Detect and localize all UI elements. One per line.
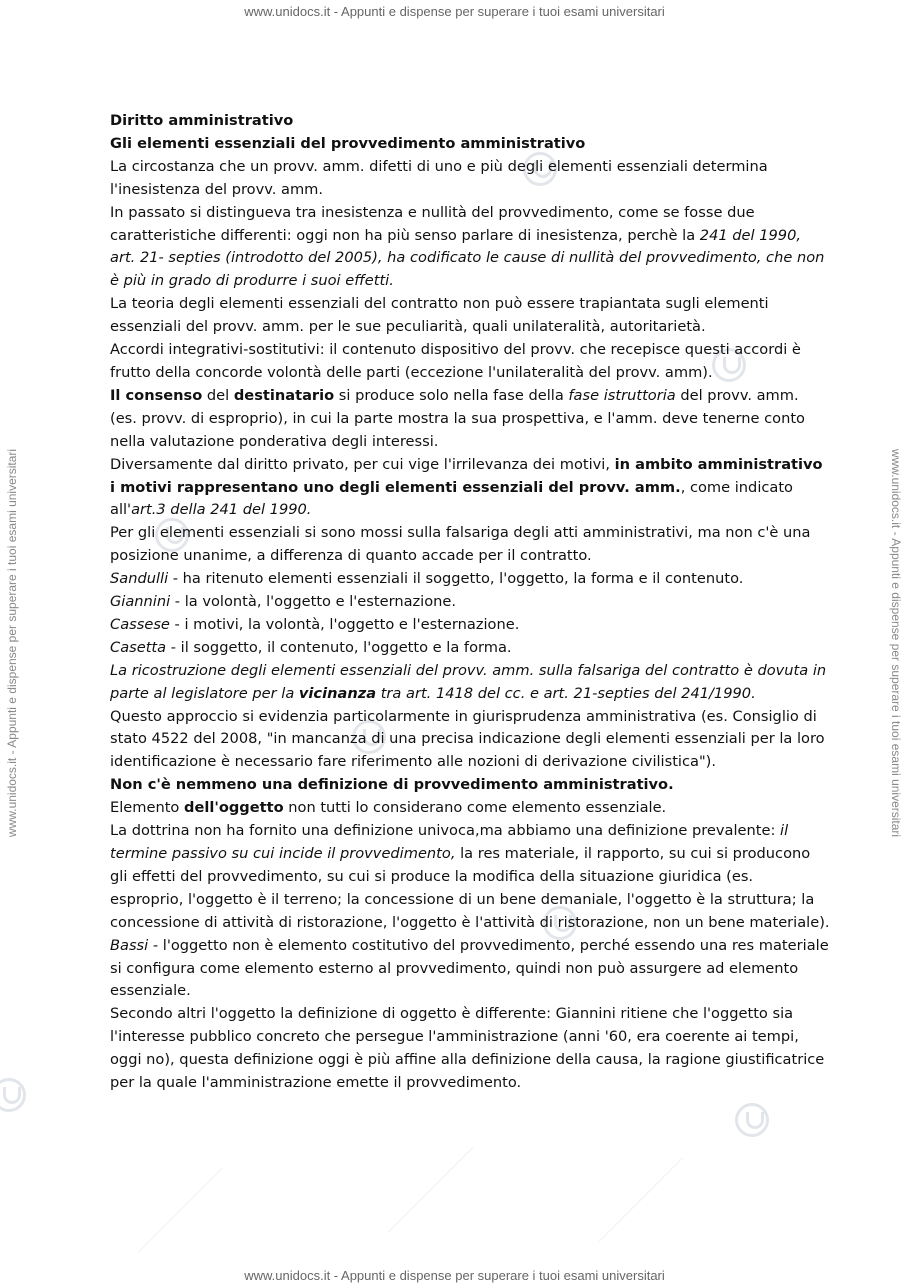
paragraph: Bassi - l'oggetto non è elemento costitutivo del provvedimento, perché essendo una res materiale si configura come elemento esterno al provvedimento, quindi non può assurgere ad elemento essenziale. bbox=[110, 936, 829, 1000]
author-line: Casetta - il soggetto, il contenuto, l'oggetto e la forma. bbox=[110, 638, 512, 656]
paragraph: La teoria degli elementi essenziali del contratto non può essere trapiantata sugli elementi essenziali del provv. amm. per le sue peculiarità, quali unilateralità, autoritarietà. bbox=[110, 295, 769, 336]
paragraph: Per gli elementi essenziali si sono mossi sulla falsariga degli atti amministrativi, ma non c'è una posizione unanime, a differenza di quanto accade per il contratto. bbox=[110, 524, 811, 565]
paragraph: La dottrina non ha fornito una definizione univoca,ma abbiamo una definizione prevalente: il termine passivo su cui incide il provvedimento, la res materiale, il rapporto, su cui si producono gli effetti del provvedimento, su cui si produce la modifica della situazione giuridica (es. esproprio, l'oggetto è il terreno; la concessione di un bene demaniale, l'oggetto è la struttura; la concessione di attività di ristorazione, l'oggetto è l'attività di ristorazione, non un bene materiale). bbox=[110, 822, 830, 931]
author-line: Sandulli - ha ritenuto elementi essenziali il soggetto, l'oggetto, la forma e il contenuto. bbox=[110, 570, 744, 588]
watermark-logo-icon bbox=[735, 1103, 769, 1137]
paragraph: La circostanza che un provv. amm. difetti di uno e più degli elementi essenziali determina l'inesistenza del provv. amm. bbox=[110, 157, 768, 198]
paragraph: Elemento dell'oggetto non tutti lo considerano come elemento essenziale. bbox=[110, 799, 667, 817]
paragraph: Accordi integrativi-sostitutivi: il contenuto dispositivo del provv. che recepisce questi accordi è frutto della concorde volontà delle parti (eccezione l'unilateralità del provv. amm). bbox=[110, 341, 801, 381]
author-line: Cassese - i motivi, la volontà, l'oggetto e l'esternazione. bbox=[110, 615, 520, 633]
watermark-left: www.unidocs.it - Appunti e dispense per superare i tuoi esami universitari bbox=[5, 448, 19, 838]
watermark-line bbox=[598, 1157, 684, 1243]
watermark-top: www.unidocs.it - Appunti e dispense per superare i tuoi esami universitari bbox=[244, 4, 665, 19]
author-line: Giannini - la volontà, l'oggetto e l'esternazione. bbox=[110, 593, 457, 611]
paragraph: Non c'è nemmeno una definizione di provvedimento amministrativo. bbox=[110, 776, 674, 794]
paragraph: Diversamente dal diritto privato, per cui vige l'irrilevanza dei motivi, in ambito amministrativo i motivi rappresentano uno degli elementi essenziali del provv. amm., come indicato all'art.3 della 241 del 1990. bbox=[110, 455, 823, 519]
paragraph: Questo approccio si evidenzia particolarmente in giurisprudenza amministrativa (es. Consiglio di stato 4522 del 2008, "in mancanza di una precisa indicazione degli elementi essenziali per la loro identificazione è necessario fare riferimento alle nozioni di derivazione civilistica"). bbox=[110, 707, 825, 771]
watermark-line bbox=[138, 1167, 224, 1253]
watermark-right: www.unidocs.it - Appunti e dispense per superare i tuoi esami universitari bbox=[889, 448, 903, 838]
document-subject: Diritto amministrativo bbox=[110, 112, 294, 129]
paragraph: Il consenso del destinatario si produce solo nella fase della fase istruttoria del provv. amm. (es. provv. di esproprio), in cui la parte mostra la sua prospettiva, e l'amm. deve tenerne conto nella valutazione ponderativa degli interessi. bbox=[110, 386, 805, 450]
paragraph: La ricostruzione degli elementi essenziali del provv. amm. sulla falsariga del contratto è dovuta in parte al legislatore per la vicinanza tra art. 1418 del cc. e art. 21-septies del 241/1990. bbox=[110, 661, 827, 702]
document-body bbox=[110, 110, 830, 1095]
document-heading: Gli elementi essenziali del provvedimento amministrativo bbox=[110, 134, 586, 152]
watermark-bottom: www.unidocs.it - Appunti e dispense per superare i tuoi esami universitari bbox=[244, 1268, 665, 1283]
paragraph: Secondo altri l'oggetto la definizione di oggetto è differente: Giannini ritiene che l'oggetto sia l'interesse pubblico concreto che persegue l'amministrazione (anni '60, era coerente ai tempi, oggi no), questa definizione oggi è più affine alla definizione della causa, la ragione giustificatrice per la quale l'amministrazione emette il provvedimento. bbox=[110, 1005, 825, 1092]
watermark-line bbox=[388, 1147, 474, 1233]
watermark-logo-icon bbox=[0, 1078, 26, 1112]
paragraph: In passato si distingueva tra inesistenza e nullità del provvedimento, come se fosse due caratteristiche differenti: oggi non ha più senso parlare di inesistenza, perchè la 241 del 1990, art. 21- septies (introdotto del 2005), ha codificato le cause di nullità del provvedimento, che non è più in grado di produrre i suoi effetti. bbox=[110, 203, 825, 290]
